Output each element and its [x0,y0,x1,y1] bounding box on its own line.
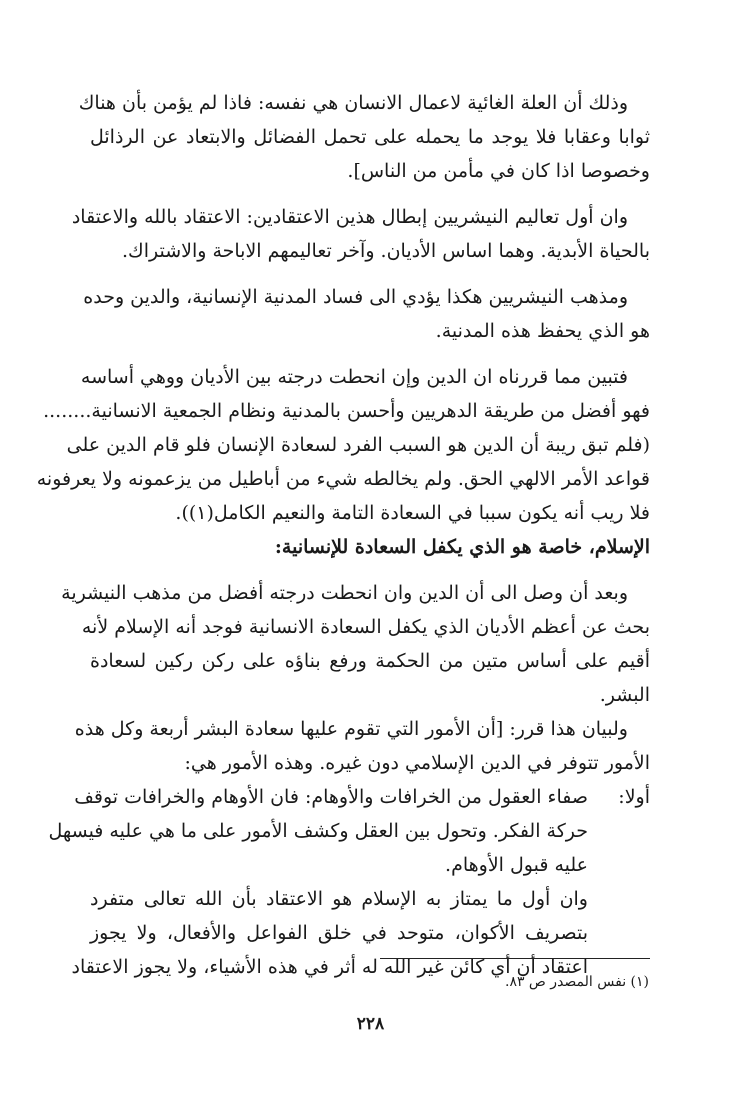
text-line: وان أول تعاليم النيشريين إبطال هذين الاعتقادين: الاعتقاد بالله والاعتقاد [71,206,628,228]
text-line: بتصريف الأكوان، متوحد في خلق الفواعل والأفعال، ولا يجوز [90,922,588,944]
section-heading: الإسلام، خاصة هو الذي يكفل السعادة للإنسانية: [274,536,650,558]
text-line: عليه قبول الأوهام. [445,854,588,876]
text-line: فتبين مما قررناه ان الدين وإن انحطت درجته بين الأديان ووهي أساسه [80,366,628,388]
paragraph-5 [61,576,650,712]
paragraph-2 [71,200,650,268]
text-line: صفاء العقول من الخرافات والأوهام: فان الأوهام والخرافات توقف [74,786,588,808]
text-line: وذلك أن العلة الغائية لاعمال الانسان هي نفسه: فاذا لم يؤمن بأن هناك [78,92,628,114]
paragraph-1 [78,86,650,188]
paragraph-6 [74,712,650,780]
text-line: قواعد الأمر الالهي الحق. ولم يخالطه شيء من أباطيل من يزعمونه ولا يعرفونه [36,468,650,490]
text-line: ومذهب النيشريين هكذا يؤدي الى فساد المدنية الإنسانية، والدين وحده [83,286,628,308]
text-line: ولبيان هذا قرر: [أن الأمور التي تقوم عليها سعادة البشر أربعة وكل هذه [74,718,628,740]
text-line: البشر. [599,684,650,706]
text-line: اعتقاد أن أي كائن غير الله له أثر في هذه الأشياء، ولا يجوز الاعتقاد [71,956,588,978]
paragraph-4 [36,360,650,530]
text-line: الأمور تتوفر في الدين الإسلامي دون غيره. وهذه الأمور هي: [184,752,650,774]
paragraph-7 [71,882,650,984]
text-line: وخصوصا اذا كان في مأمن من الناس]. [347,160,650,182]
text-line: ثوابا وعقابا فلا يوجد ما يحمله على تحمل الفضائل والابتعاد عن الرذائل [90,126,650,148]
text-line: أقيم على أساس متين من الحكمة ورفع بناؤه على ركن ركين لسعادة [90,650,650,672]
text-line: (فلم تبق ريبة أن الدين هو السبب الفرد لسعادة الإنسان فلو قام الدين على [66,434,650,456]
text-line: هو الذي يحفظ هذه المدنية. [435,320,650,342]
text-line: وبعد أن وصل الى أن الدين وان انحطت درجته أفضل من مذهب النيشرية [61,582,628,604]
text-line: فهو أفضل من طريقة الدهريين وأحسن بالمدنية ونظام الجمعية الانسانية........ [43,400,650,422]
text-line: حركة الفكر. وتحول بين العقل وكشف الأمور على ما هي عليه فيسهل [48,820,588,842]
text-line: وان أول ما يمتاز به الإسلام هو الاعتقاد بأن الله تعالى متفرد [90,888,588,910]
footnote-divider [380,958,650,959]
text-line: فلا ريب أنه يكون سببا في السعادة التامة والنعيم الكامل(١)). [175,502,650,524]
text-line: بحث عن أعظم الأديان الذي يكفل السعادة الانسانية فوجد أنه الإسلام لأنه [81,616,650,638]
list-item [48,780,650,882]
page-number: ٢٢٨ [356,1014,385,1034]
paragraph-3 [83,280,650,348]
page-body [36,86,650,984]
text-line: بالحياة الأبدية. وهما اساس الأديان. وآخر تعاليمهم الاباحة والاشتراك. [122,240,650,262]
item-label: أولا: [618,786,650,808]
footnote: (١) نفس المصدر ص ٨٣. [504,974,649,990]
